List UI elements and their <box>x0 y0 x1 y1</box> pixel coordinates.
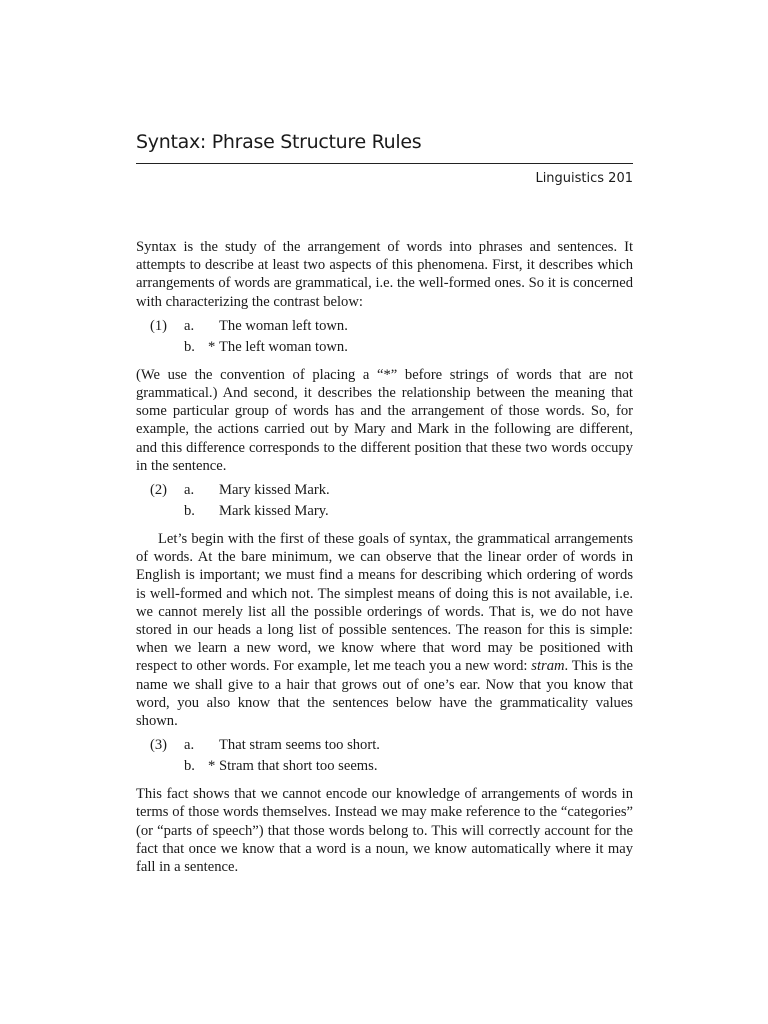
example-letter: a. <box>184 482 195 499</box>
paragraph-4: This fact shows that we cannot encode our knowledge of arrangements of words in terms of those words themselves. Instead we may make reference to the “categories” (or “parts of speech”) that those words belong to. This will correctly account for the fact that once we know that a word is a noun, we know automatically where it may fall in a sentence. <box>136 786 633 876</box>
example-sentence: The woman left town. <box>219 317 348 334</box>
example-1b <box>136 338 633 359</box>
example-sentence: Stram that short too seems. <box>219 758 378 775</box>
header-rule <box>136 163 633 164</box>
italic-word: stram <box>531 658 565 675</box>
example-2a <box>136 481 633 502</box>
page-title: Syntax: Phrase Structure Rules <box>136 131 422 153</box>
course-label: Linguistics 201 <box>535 171 633 186</box>
example-number: (1) <box>150 317 168 334</box>
example-2 <box>136 481 633 524</box>
example-number: (3) <box>150 737 168 754</box>
paragraph-3-text-cont: . This is the name we shall give to a hair that grows out of one’s ear. Now that you know that word, you also know that the sentences below have the grammaticality values shown. <box>136 658 633 730</box>
example-sentence: That stram seems too short. <box>219 737 380 754</box>
example-sentence: Mark kissed Mary. <box>219 503 329 520</box>
example-number: (2) <box>150 482 168 499</box>
example-3b <box>136 757 633 778</box>
paragraph-2: (We use the convention of placing a “*” before strings of words that are not grammatical.) And second, it describes the relationship between the meaning that some particular group of words has and the arrangement of those words. So, for example, the actions carried out by Mary and Mark in the following are different, and this difference corresponds to the different position that these two words occupy in the sentence. <box>136 366 633 474</box>
ungrammatical-star: * <box>208 338 216 355</box>
example-2b <box>136 502 633 523</box>
example-letter: a. <box>184 737 195 754</box>
example-letter: a. <box>184 317 195 334</box>
example-letter: b. <box>184 503 195 520</box>
example-1 <box>136 317 633 360</box>
paragraph-3-text: Let’s begin with the first of these goals of syntax, the grammatical arrangements of words. At the bare minimum, we can observe that the linear order of words in English is important; we must find a means for describing which ordering of words is well-formed and which not. The simplest means of doing this is not available, i.e. we cannot merely list all the possible orderings of words. That is, we do not have stored in our heads a long list of possible sentences. The reason for this is simple: when we learn a new word, we know where that word may be positioned with respect to other words. For example, let me teach you a new word: <box>136 531 633 675</box>
paragraph-1: Syntax is the study of the arrangement of words into phrases and sentences. It attempts to describe at least two aspects of this phenomena. First, it describes which arrangements of words are grammatical, i.e. the well-formed ones. So it is concerned with characterizing the contrast below: <box>136 239 633 310</box>
example-3 <box>136 736 633 779</box>
example-letter: b. <box>184 758 195 775</box>
example-3a <box>136 736 633 757</box>
example-1a <box>136 317 633 338</box>
ungrammatical-star: * <box>208 758 216 775</box>
example-sentence: Mary kissed Mark. <box>219 482 330 499</box>
example-sentence: The left woman town. <box>219 338 348 355</box>
paragraph-3 <box>136 530 633 730</box>
body-text <box>136 238 633 876</box>
example-letter: b. <box>184 338 195 355</box>
